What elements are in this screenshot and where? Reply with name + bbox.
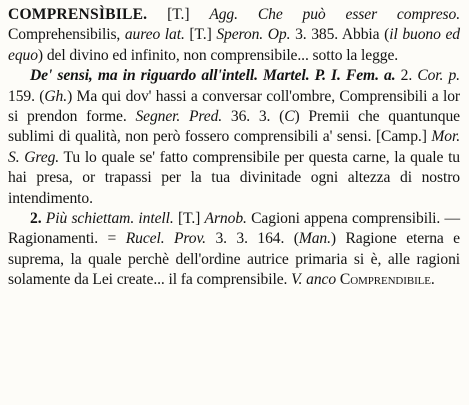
citation-ref: 3. 385. Abbia ( (290, 26, 390, 44)
latin-note: aureo lat. (124, 26, 185, 44)
citation-quote: ) Ragione eterna e suprema, la quale perchè dell'ordine autrice primaria si è, alle ragioni solamente da Lei create... il fa comprensibile. (8, 230, 460, 289)
citation-author: Mor. S. Greg. (8, 128, 460, 166)
entry-paragraph (8, 5, 460, 66)
citation-source: Gh. (44, 87, 68, 105)
grammar-definition: Agg. Che può esser compreso. (209, 6, 460, 23)
source-tag: [T.] (173, 210, 205, 228)
citation-quote: ) Ma qui dov' hassi a conversar coll'ombre, Comprensibili a lor si prendon forme. (8, 87, 460, 126)
sense-2-heading: Più schiettam. intell. (41, 210, 174, 228)
citation-ref: 159. ( (8, 87, 45, 105)
citation-source: C (284, 108, 295, 126)
latin-equivalent: Comprehensibilis, (8, 26, 125, 44)
cross-reference-word: Comprendibile. (339, 271, 435, 289)
sense-1-paragraph (8, 66, 460, 209)
citation-ref: 3. 3. 164. ( (205, 230, 299, 248)
citation-ref: 36. 3. ( (222, 108, 285, 126)
citation-work: Cor. p. (417, 67, 460, 85)
cross-reference-label: V. anco (291, 271, 337, 289)
quote-italic: il buono ed equo (8, 26, 460, 64)
citation-quote: ) Premii che quantunque sublimi di qualità, non però fossero comprensibili a' sensi. [Camp.] (8, 108, 460, 146)
citation-ref: 2. (395, 67, 418, 85)
citation-quote: Cagioni appena comprensibili. — Ragionamenti. = (8, 210, 460, 248)
citation-source: Man. (298, 230, 331, 248)
headword: COMPRENSÌBILE. (8, 6, 148, 23)
sense-2-number: 2. (30, 210, 42, 228)
citation-author: Arnob. (204, 210, 247, 228)
citation-author: Speron. Op. (216, 26, 291, 44)
citation-author: Rucel. Prov. (125, 230, 206, 248)
source-tag: [T.] (184, 26, 217, 44)
source-tag: [T.] (147, 6, 210, 23)
citation-quote: Tu lo quale se' fatto comprensibile per questa carne, la quale tu hai presa, or trapassi per la tua divinitade ogni altezza di nostro intendimento. (8, 148, 460, 207)
citation-author: Segner. Pred. (135, 108, 223, 126)
sense-1-heading: De' sensi, ma in riguardo all'intell. Martel. P. I. Fem. a. (30, 67, 396, 85)
sense-2-paragraph (8, 209, 460, 291)
citation-quote: ) del divino ed infinito, non comprensibile... sotto la legge. (37, 46, 399, 64)
